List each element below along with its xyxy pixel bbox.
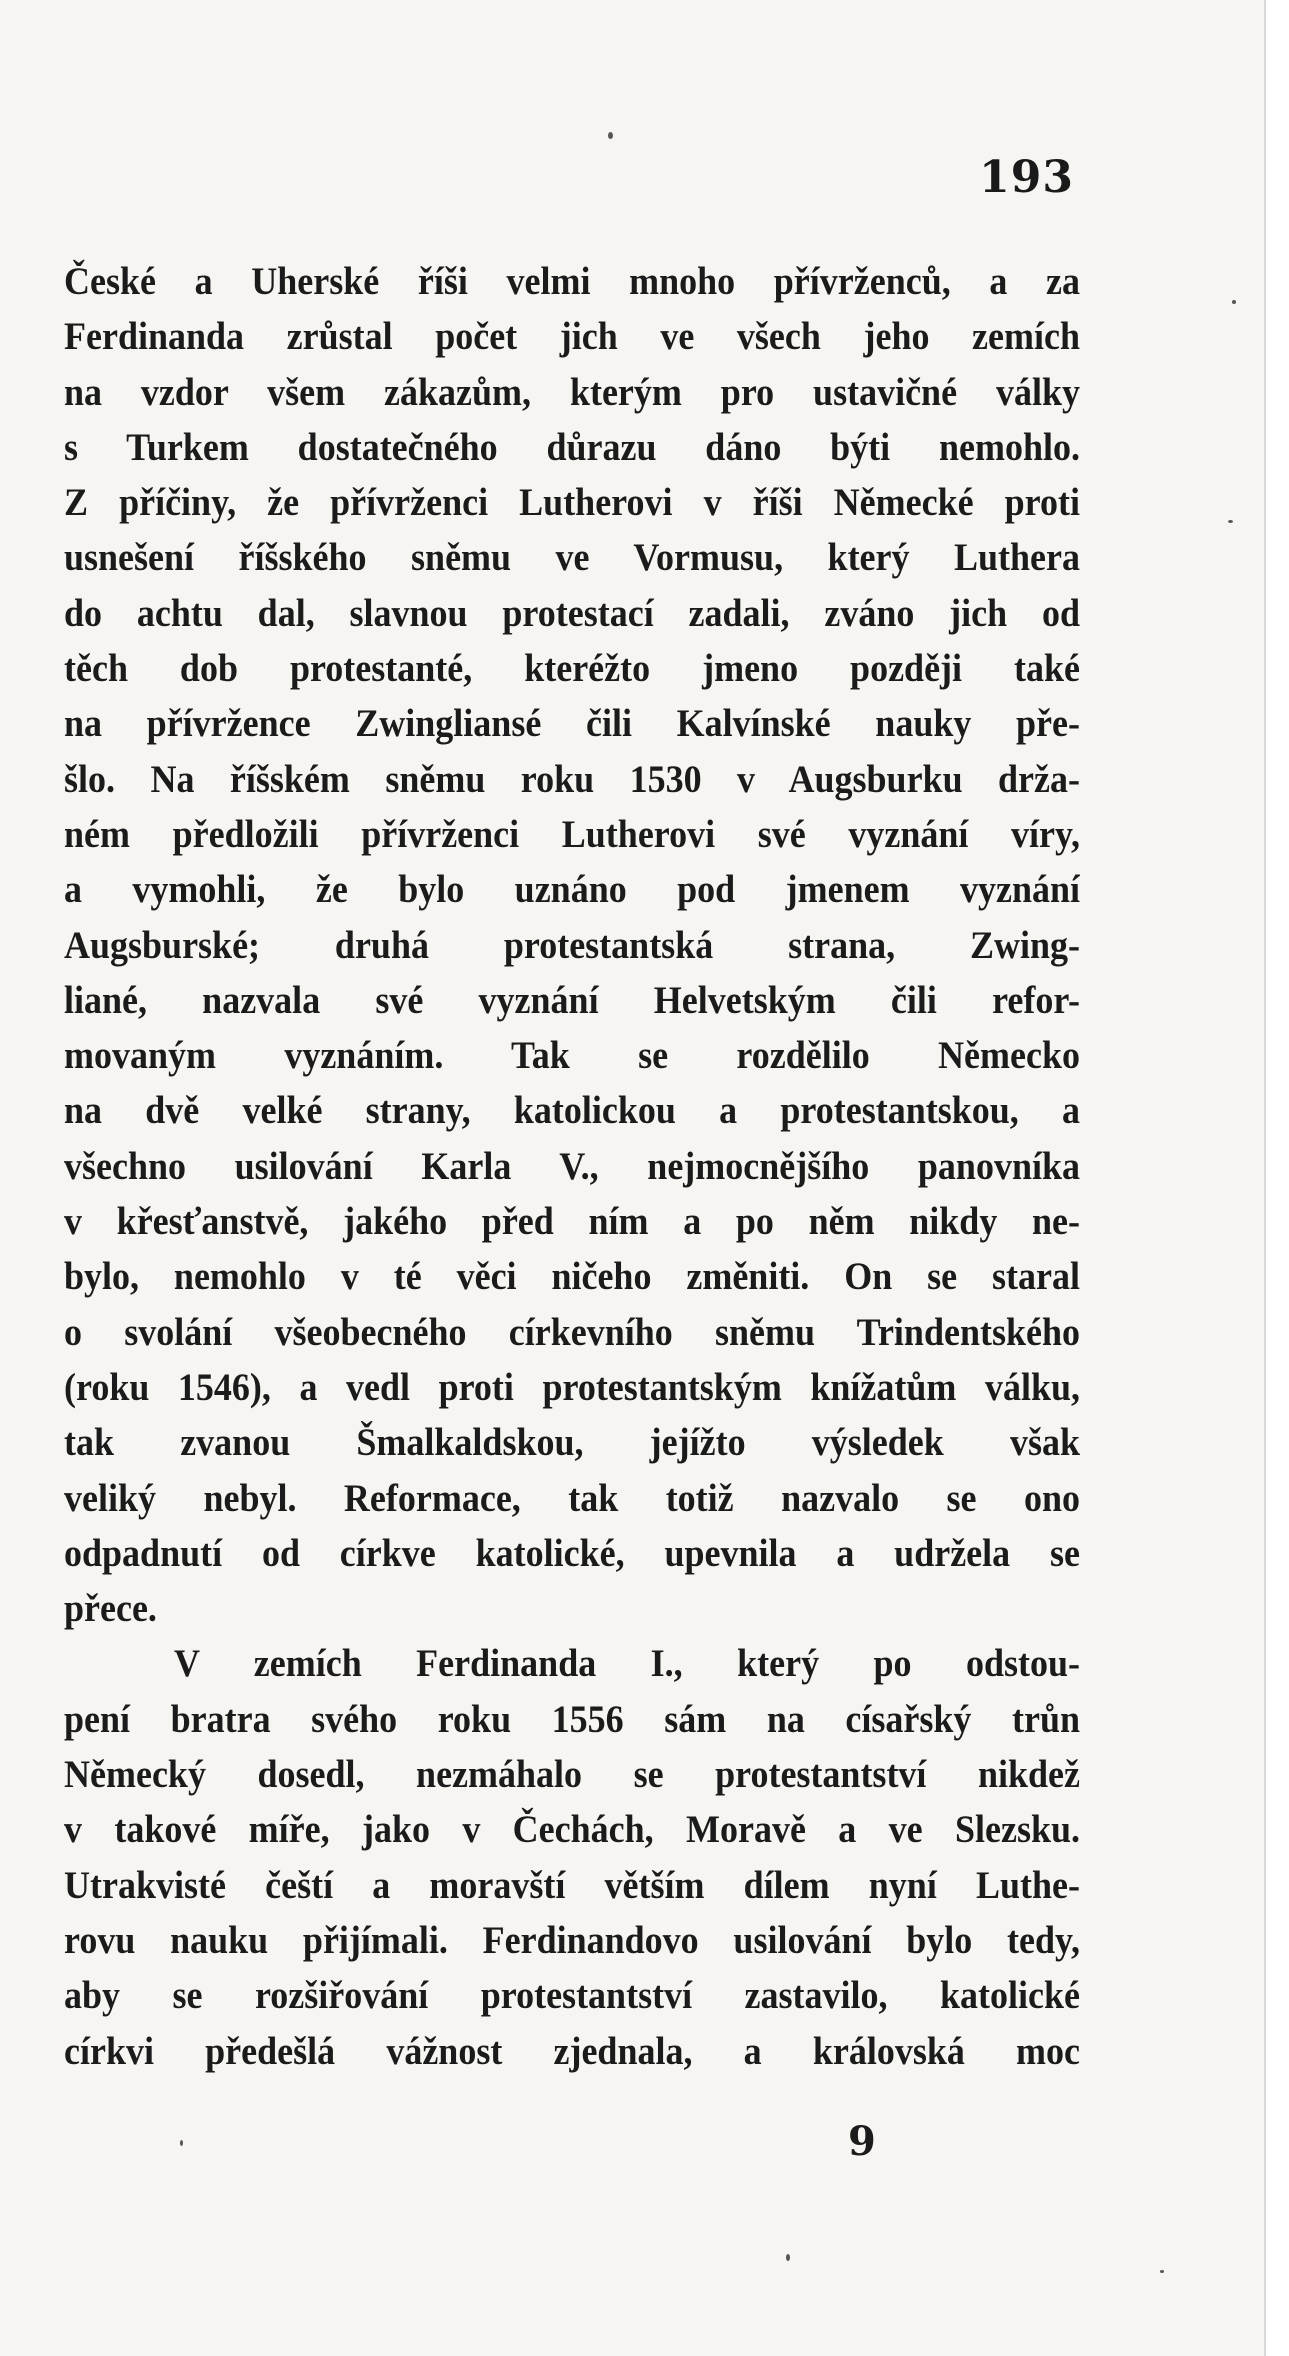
ink-speck: [180, 2140, 183, 2146]
ink-speck: [786, 2254, 790, 2261]
text-line: přece.: [64, 1586, 157, 1631]
text-line: České a Uherské říši velmi mnoho přívrženců, a za: [64, 258, 1080, 303]
text-line: Německý dosedl, nezmáhalo se protestantství nikdež: [64, 1751, 1080, 1796]
ink-speck: [608, 132, 613, 139]
text-line: pení bratra svého roku 1556 sám na císařský trůn: [64, 1696, 1080, 1741]
text-line: na dvě velké strany, katolickou a protestantskou, a: [64, 1088, 1080, 1133]
text-line: liané, nazvala své vyznání Helvetským čili refor-: [64, 977, 1080, 1022]
text-line: tak zvanou Šmalkaldskou, jejížto výsledek však: [64, 1420, 1080, 1465]
text-line: o svolání všeobecného církevního sněmu Trindentského: [64, 1309, 1080, 1354]
text-line: (roku 1546), a vedl proti protestantským knížatům válku,: [64, 1364, 1080, 1409]
text-line: do achtu dal, slavnou protestací zadali, zváno jich od: [64, 590, 1080, 635]
text-line: Utrakvisté čeští a moravští větším dílem nyní Luthe-: [64, 1862, 1080, 1907]
text-line: v takové míře, jako v Čechách, Moravě a ve Slezsku.: [64, 1807, 1080, 1852]
text-line: těch dob protestanté, kteréžto jmeno později také: [64, 646, 1080, 691]
signature-mark: 9: [848, 2118, 876, 2165]
text-line: všechno usilování Karla V., nejmocnějšího panovníka: [64, 1143, 1080, 1188]
text-line: aby se rozšiřování protestantství zastavilo, katolické: [64, 1973, 1080, 2018]
paragraph-2: [64, 1636, 1080, 2078]
text-line: bylo, nemohlo v té věci ničeho změniti. On se staral: [64, 1254, 1080, 1299]
text-line: v křesťanstvě, jakého před ním a po něm nikdy ne-: [64, 1198, 1080, 1243]
text-line: a vymohli, že bylo uznáno pod jmenem vyznání: [64, 867, 1080, 912]
text-line: na přívržence Zwingliansé čili Kalvínské nauky pře-: [64, 701, 1080, 746]
text-line: movaným vyznáním. Tak se rozdělilo Německo: [64, 1033, 1080, 1078]
ink-speck: [1160, 2270, 1164, 2273]
text-line: rovu nauku přijímali. Ferdinandovo usilování bylo tedy,: [64, 1917, 1080, 1962]
text-line: Ferdinanda zrůstal počet jich ve všech jeho zemích: [64, 314, 1080, 359]
text-line: šlo. Na říšském sněmu roku 1530 v Augsburku drža-: [64, 756, 1080, 801]
text-line: církvi předešlá vážnost zjednala, a královská moc: [64, 2028, 1080, 2073]
text-line: Z příčiny, že přívrženci Lutherovi v říši Německé proti: [64, 480, 1080, 525]
text-line: usnešení říšského sněmu ve Vormusu, který Luthera: [64, 535, 1080, 580]
text-line: odpadnutí od církve katolické, upevnila a udržela se: [64, 1530, 1080, 1575]
paragraph-1: [64, 254, 1080, 1636]
body-text: [64, 254, 1080, 2079]
page-edge: [1264, 0, 1289, 2356]
text-line: s Turkem dostatečného důrazu dáno býti nemohlo.: [64, 424, 1080, 469]
text-line: Augsburské; druhá protestantská strana, Zwing-: [64, 922, 1080, 967]
ink-speck: [1232, 300, 1236, 304]
text-line: veliký nebyl. Reformace, tak totiž nazvalo se ono: [64, 1475, 1080, 1520]
page-number: 193: [979, 152, 1074, 203]
text-line: na vzdor všem zákazům, kterým pro ustavičné války: [64, 369, 1080, 414]
text-line: ném předložili přívrženci Lutherovi své vyznání víry,: [64, 811, 1080, 856]
text-line: V zemích Ferdinanda I., který po odstou-: [174, 1641, 1080, 1686]
ink-speck: [1228, 520, 1233, 523]
